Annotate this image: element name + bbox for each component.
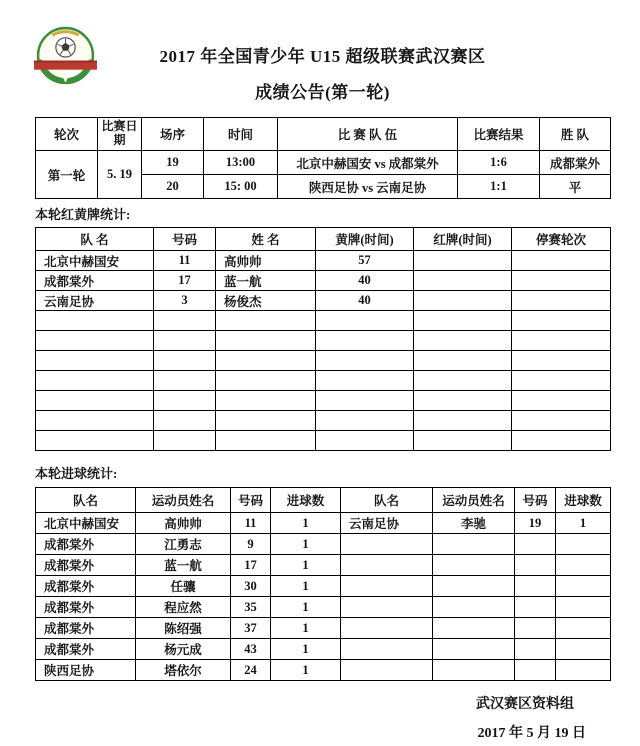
association-logo-icon	[32, 24, 99, 91]
goals-table	[35, 487, 611, 681]
table-cell	[216, 371, 316, 391]
table-cell: 1	[271, 555, 341, 576]
table-row	[36, 271, 611, 291]
page-title-line2: 成绩公告(第一轮)	[255, 83, 390, 102]
table-cell: 17	[154, 271, 216, 291]
table-cell: 成都棠外	[36, 618, 136, 639]
column-header: 队 名	[36, 228, 154, 251]
column-header: 红牌(时间)	[414, 228, 512, 251]
column-header: 队名	[341, 488, 433, 513]
table-cell	[154, 391, 216, 411]
table-cell	[556, 534, 611, 555]
table-cell	[515, 660, 556, 681]
table-cell	[341, 555, 433, 576]
goals-body	[36, 513, 611, 681]
matchno-cell: 19	[142, 151, 204, 175]
table-cell	[433, 534, 515, 555]
column-header: 运动员姓名	[433, 488, 515, 513]
table-cell	[433, 597, 515, 618]
table-row	[36, 576, 611, 597]
table-cell: 杨元成	[136, 639, 231, 660]
match-row	[36, 151, 611, 175]
table-cell: 35	[231, 597, 271, 618]
table-cell: 成都棠外	[36, 639, 136, 660]
winner-header: 胜 队	[540, 118, 611, 151]
table-row	[36, 639, 611, 660]
table-cell: 李驰	[433, 513, 515, 534]
table-cell	[341, 660, 433, 681]
table-cell	[341, 618, 433, 639]
title-block	[35, 42, 610, 103]
table-cell	[414, 331, 512, 351]
table-cell	[556, 597, 611, 618]
table-cell	[433, 660, 515, 681]
table-cell	[414, 371, 512, 391]
table-cell	[414, 431, 512, 451]
table-cell	[512, 271, 611, 291]
table-cell	[433, 639, 515, 660]
table-cell	[36, 411, 154, 431]
column-header: 黄牌(时间)	[316, 228, 414, 251]
table-row	[36, 411, 611, 431]
table-cell: 1	[271, 513, 341, 534]
goals-header-row	[36, 488, 611, 513]
table-cell	[414, 351, 512, 371]
table-cell	[433, 618, 515, 639]
table-cell: 高帅帅	[216, 251, 316, 271]
table-cell: 24	[231, 660, 271, 681]
table-cell: 40	[316, 291, 414, 311]
table-row	[36, 555, 611, 576]
table-cell: 37	[231, 618, 271, 639]
table-cell	[515, 576, 556, 597]
table-cell: 成都棠外	[36, 271, 154, 291]
table-cell	[512, 291, 611, 311]
table-cell	[216, 311, 316, 331]
table-cell	[316, 391, 414, 411]
table-row	[36, 431, 611, 451]
table-cell: 成都棠外	[36, 597, 136, 618]
winner-cell: 成都棠外	[540, 151, 611, 175]
table-cell	[154, 311, 216, 331]
table-cell: 11	[154, 251, 216, 271]
time-cell: 13:00	[204, 151, 278, 175]
column-header: 姓 名	[216, 228, 316, 251]
table-cell: 1	[556, 513, 611, 534]
footer-org: 武汉赛区资料组	[476, 697, 574, 712]
table-cell: 19	[515, 513, 556, 534]
round-header: 轮次	[36, 118, 98, 151]
column-header: 进球数	[556, 488, 611, 513]
table-cell	[512, 331, 611, 351]
table-cell: 陕西足协	[36, 660, 136, 681]
cards-section-label: 本轮红黄牌统计:	[35, 207, 131, 222]
date-cell: 5. 19	[98, 151, 142, 199]
table-cell	[36, 431, 154, 451]
column-header: 号码	[515, 488, 556, 513]
table-cell	[316, 411, 414, 431]
table-cell	[216, 351, 316, 371]
result-header: 比赛结果	[458, 118, 540, 151]
table-cell	[556, 660, 611, 681]
column-header: 进球数	[271, 488, 341, 513]
result-cell: 1:1	[458, 175, 540, 199]
table-cell	[216, 391, 316, 411]
table-row	[36, 534, 611, 555]
table-cell	[154, 331, 216, 351]
table-cell: 任骧	[136, 576, 231, 597]
table-cell	[515, 639, 556, 660]
table-cell	[515, 597, 556, 618]
table-cell	[433, 576, 515, 597]
table-cell: 1	[271, 576, 341, 597]
table-cell	[154, 371, 216, 391]
table-cell	[512, 371, 611, 391]
table-cell	[316, 311, 414, 331]
table-cell	[515, 555, 556, 576]
table-cell	[341, 639, 433, 660]
table-cell	[154, 351, 216, 371]
table-row	[36, 660, 611, 681]
table-cell	[515, 534, 556, 555]
table-cell	[341, 597, 433, 618]
teams-cell: 陕西足协 vs 云南足协	[278, 175, 458, 199]
table-cell	[556, 576, 611, 597]
table-cell	[341, 534, 433, 555]
table-cell: 陈绍强	[136, 618, 231, 639]
table-cell: 云南足协	[36, 291, 154, 311]
table-cell	[414, 291, 512, 311]
table-cell: 3	[154, 291, 216, 311]
cards-body	[36, 251, 611, 451]
table-cell: 成都棠外	[36, 555, 136, 576]
results-header-row	[36, 118, 611, 151]
table-row	[36, 311, 611, 331]
table-cell: 江勇志	[136, 534, 231, 555]
column-header: 停赛轮次	[512, 228, 611, 251]
matchno-cell: 20	[142, 175, 204, 199]
table-cell: 43	[231, 639, 271, 660]
table-cell: 9	[231, 534, 271, 555]
time-header: 时间	[204, 118, 278, 151]
table-cell: 蓝一航	[216, 271, 316, 291]
table-cell: 1	[271, 660, 341, 681]
table-row	[36, 513, 611, 534]
matchno-header: 场序	[142, 118, 204, 151]
table-cell: 蓝一航	[136, 555, 231, 576]
table-row	[36, 331, 611, 351]
time-cell: 15: 00	[204, 175, 278, 199]
table-cell: 30	[231, 576, 271, 597]
column-header: 号码	[154, 228, 216, 251]
table-cell	[515, 618, 556, 639]
footer-block	[35, 693, 610, 742]
table-cell: 1	[271, 639, 341, 660]
table-cell	[36, 371, 154, 391]
table-row	[36, 291, 611, 311]
table-cell: 塔依尔	[136, 660, 231, 681]
results-table	[35, 117, 611, 199]
date-header: 比赛日期	[98, 118, 142, 151]
table-cell: 云南足协	[341, 513, 433, 534]
table-cell	[154, 431, 216, 451]
table-cell: 11	[231, 513, 271, 534]
table-row	[36, 251, 611, 271]
cards-header-row	[36, 228, 611, 251]
footer-date: 2017 年 5 月 19 日	[477, 726, 586, 741]
column-header: 运动员姓名	[136, 488, 231, 513]
table-cell	[512, 411, 611, 431]
table-cell: 1	[271, 618, 341, 639]
table-row	[36, 371, 611, 391]
table-cell	[36, 331, 154, 351]
table-cell	[512, 351, 611, 371]
table-cell: 北京中赫国安	[36, 251, 154, 271]
winner-cell: 平	[540, 175, 611, 199]
table-row	[36, 351, 611, 371]
table-cell	[316, 371, 414, 391]
teams-header: 比 赛 队 伍	[278, 118, 458, 151]
table-row	[36, 618, 611, 639]
table-cell	[414, 411, 512, 431]
cards-table	[35, 227, 611, 451]
round-cell: 第一轮	[36, 151, 98, 199]
table-cell	[36, 391, 154, 411]
table-cell: 杨俊杰	[216, 291, 316, 311]
teams-cell: 北京中赫国安 vs 成都棠外	[278, 151, 458, 175]
table-cell	[512, 391, 611, 411]
table-row	[36, 391, 611, 411]
table-cell: 北京中赫国安	[36, 513, 136, 534]
table-cell	[414, 391, 512, 411]
goals-section-label: 本轮进球统计:	[35, 466, 118, 481]
table-cell	[556, 555, 611, 576]
table-cell	[216, 411, 316, 431]
table-cell	[216, 331, 316, 351]
table-cell: 成都棠外	[36, 534, 136, 555]
column-header: 号码	[231, 488, 271, 513]
table-cell	[512, 311, 611, 331]
page-title-line1: 2017 年全国青少年 U15 超级联赛武汉赛区	[159, 47, 486, 66]
table-cell	[433, 555, 515, 576]
table-cell	[414, 251, 512, 271]
table-cell	[341, 576, 433, 597]
table-cell	[316, 351, 414, 371]
result-cell: 1:6	[458, 151, 540, 175]
table-cell	[216, 431, 316, 451]
table-cell: 57	[316, 251, 414, 271]
table-cell: 成都棠外	[36, 576, 136, 597]
table-cell: 程应然	[136, 597, 231, 618]
table-cell	[154, 411, 216, 431]
table-cell	[316, 331, 414, 351]
column-header: 队名	[36, 488, 136, 513]
table-cell: 40	[316, 271, 414, 291]
table-cell	[556, 639, 611, 660]
table-cell	[512, 251, 611, 271]
table-cell: 1	[271, 597, 341, 618]
table-cell: 1	[271, 534, 341, 555]
table-cell	[316, 431, 414, 451]
table-row	[36, 597, 611, 618]
table-cell	[36, 351, 154, 371]
table-cell	[556, 618, 611, 639]
table-cell: 高帅帅	[136, 513, 231, 534]
table-cell	[414, 311, 512, 331]
table-cell	[414, 271, 512, 291]
table-cell	[36, 311, 154, 331]
table-cell	[512, 431, 611, 451]
table-cell: 17	[231, 555, 271, 576]
